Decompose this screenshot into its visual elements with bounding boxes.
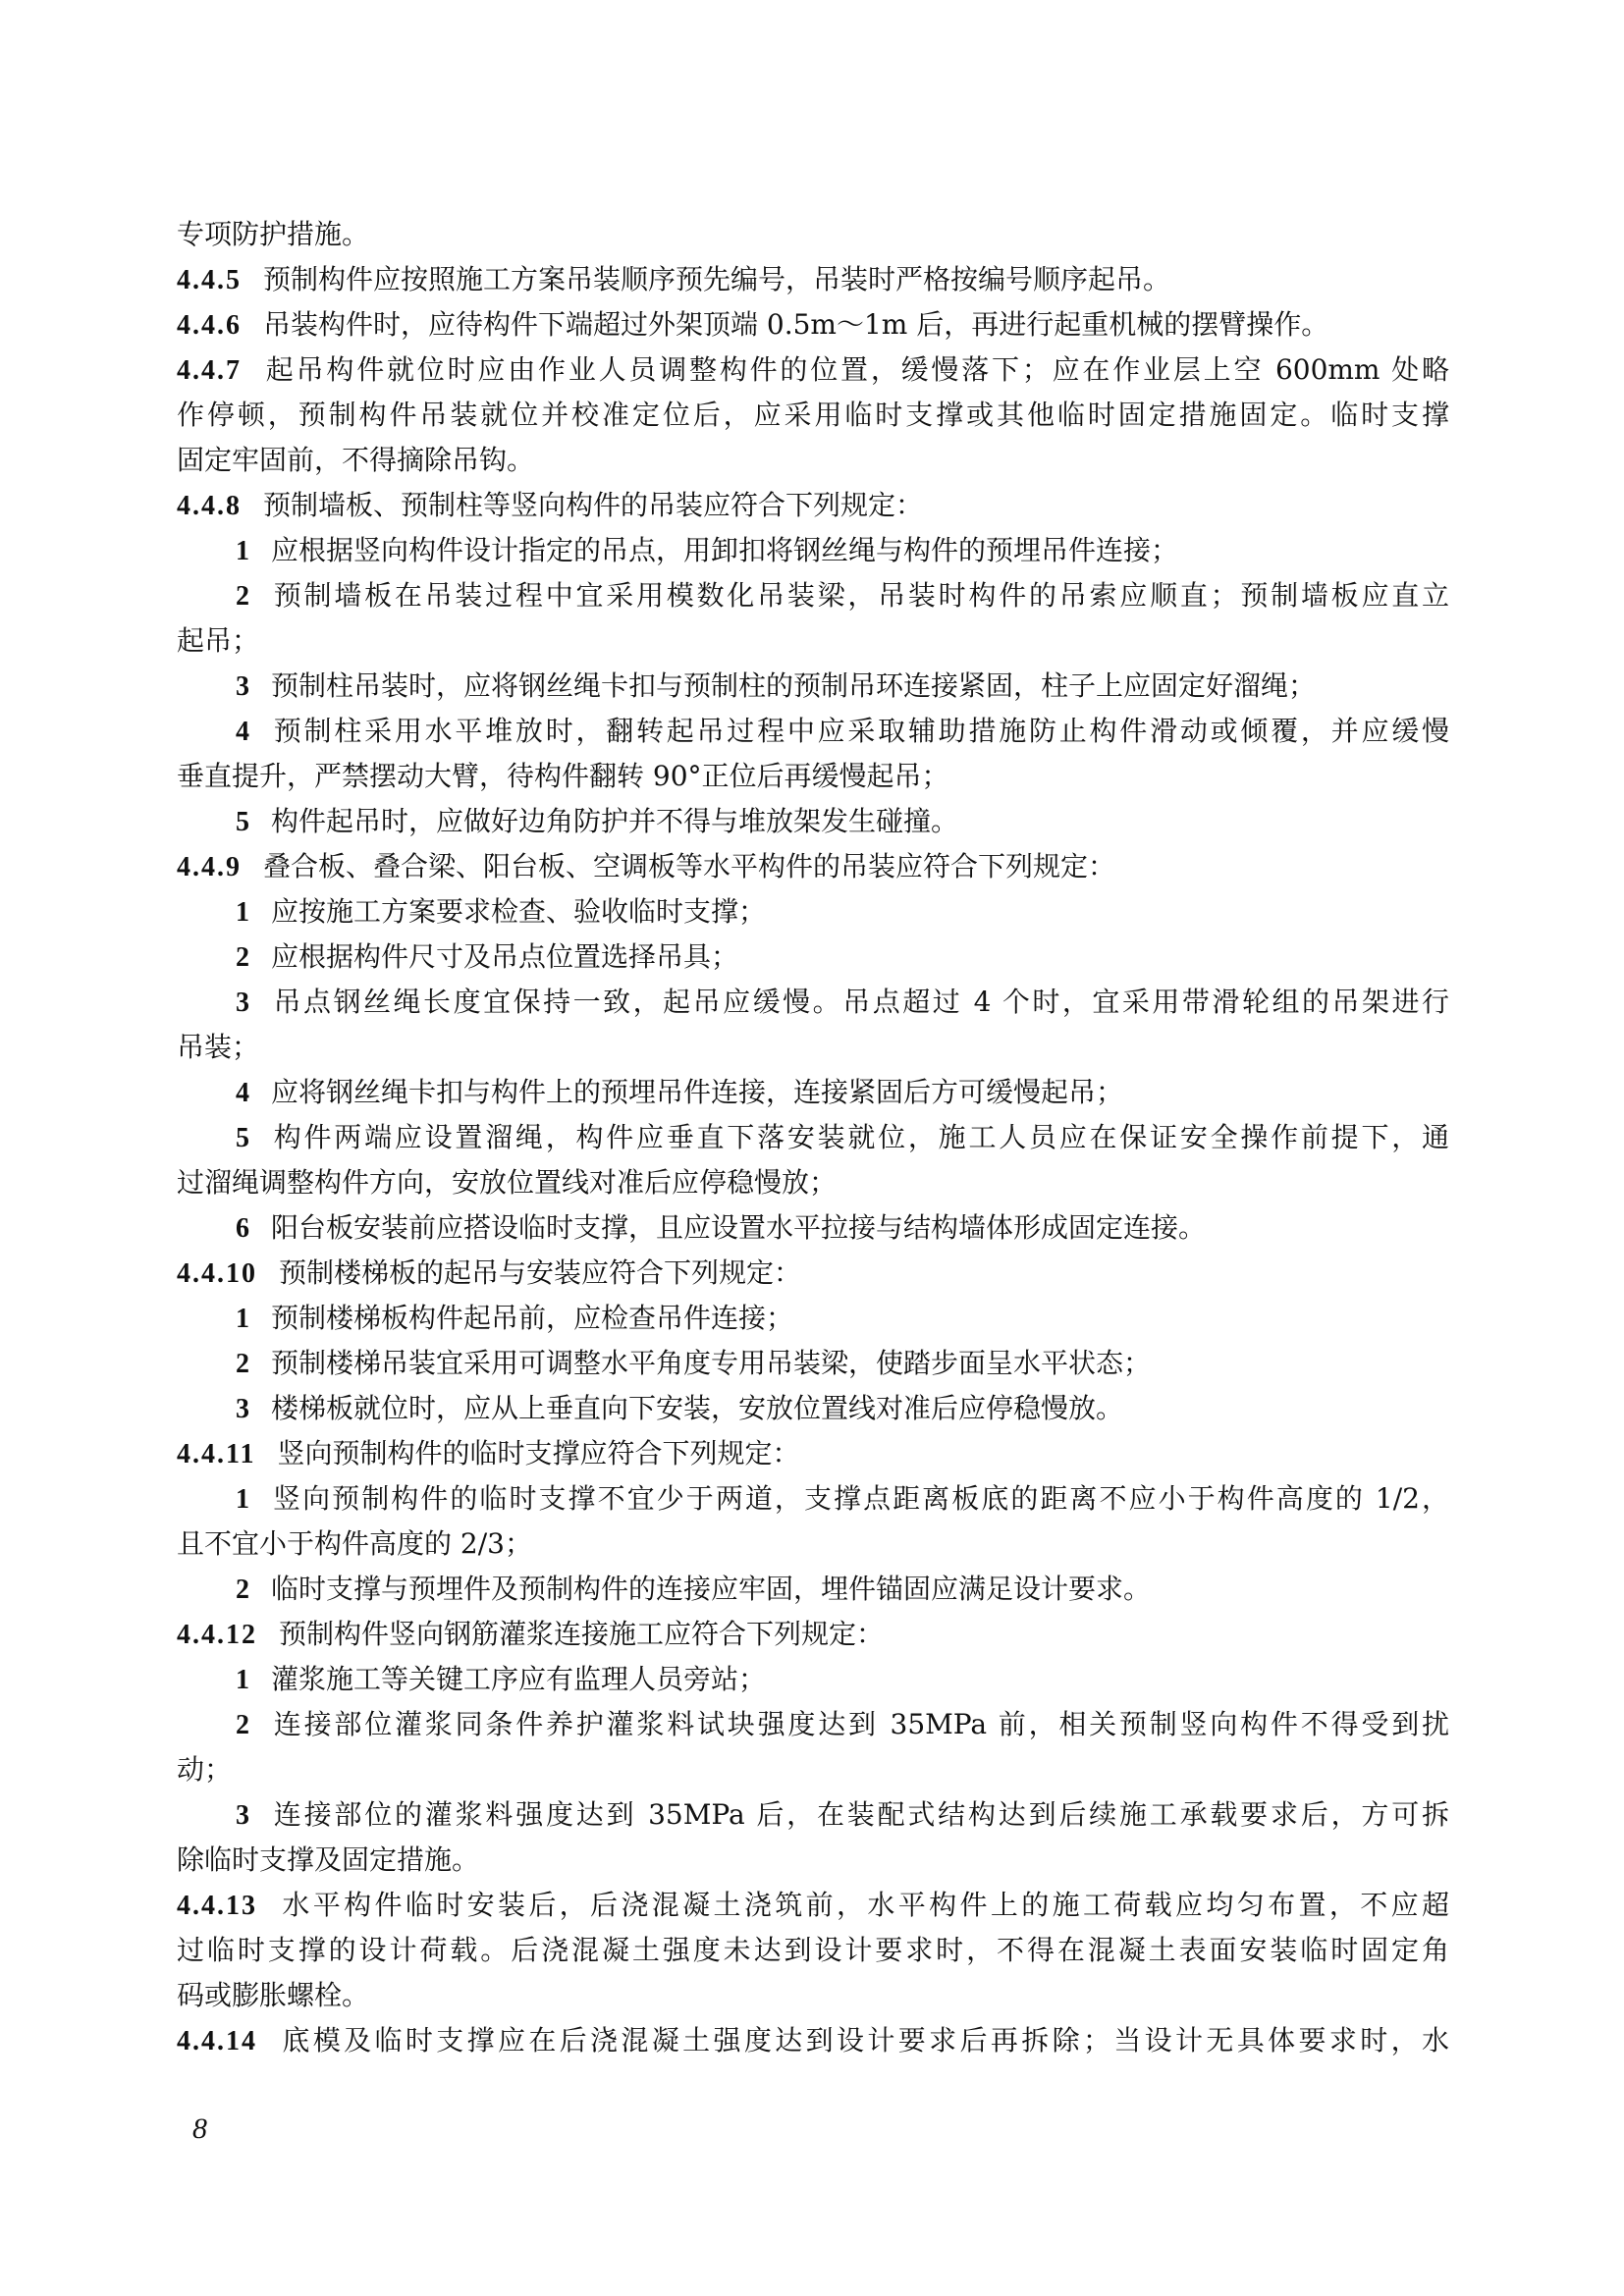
line-text: 阳台板安装前应搭设临时支撑，且应设置水平拉接与结构墙体形成固定连接。 <box>271 1211 1207 1244</box>
item-number: 1 <box>236 1484 249 1515</box>
text-line <box>177 980 1449 1025</box>
document-body <box>177 212 1449 2063</box>
text-line <box>177 1567 1449 1612</box>
item-number: 1 <box>236 1304 249 1334</box>
line-text: 动； <box>177 1753 233 1786</box>
text-line <box>177 1160 1449 1205</box>
text-line <box>177 573 1449 618</box>
item-number: 1 <box>236 536 249 566</box>
text-line <box>177 483 1449 528</box>
line-text: 底模及临时支撑应在后浇混凝土强度达到设计要求后再拆除；当设计无具体要求时，水 <box>279 2024 1449 2056</box>
line-text: 过溜绳调整构件方向，安放位置线对准后应停稳慢放； <box>177 1166 838 1199</box>
clause-number: 4.4.12 <box>177 1620 257 1650</box>
text-line <box>177 664 1449 709</box>
item-number: 4 <box>236 717 249 747</box>
line-text: 预制构件应按照施工方案吊装顺序预先编号，吊装时严格按编号顺序起吊。 <box>263 263 1171 295</box>
text-line <box>177 618 1449 664</box>
line-text: 预制墙板在吊装过程中宜采用模数化吊装梁，吊装时构件的吊索应顺直；预制墙板应直立 <box>271 579 1449 612</box>
line-text: 固定牢固前，不得摘除吊钩。 <box>177 444 535 476</box>
text-line <box>177 2018 1449 2063</box>
line-text: 预制楼梯板构件起吊前，应检查吊件连接； <box>271 1302 794 1334</box>
item-number: 1 <box>236 1665 249 1695</box>
text-line <box>177 1883 1449 1928</box>
line-text: 专项防护措施。 <box>177 218 370 250</box>
line-text: 作停顿，预制构件吊装就位并校准定位后，应采用临时支撑或其他临时固定措施固定。临时支撑 <box>177 399 1449 431</box>
line-text: 预制柱采用水平堆放时，翻转起吊过程中应采取辅助措施防止构件滑动或倾覆，并应缓慢 <box>271 715 1449 747</box>
text-line <box>177 1612 1449 1657</box>
line-text: 且不宜小于构件高度的 2/3； <box>177 1527 532 1560</box>
page-number: 8 <box>192 2112 207 2145</box>
clause-number: 4.4.13 <box>177 1891 257 1921</box>
item-number: 2 <box>236 1575 249 1605</box>
item-number: 5 <box>236 1123 249 1153</box>
text-line <box>177 1341 1449 1386</box>
text-line <box>177 393 1449 438</box>
item-number: 2 <box>236 942 249 973</box>
text-line <box>177 1070 1449 1115</box>
clause-number: 4.4.5 <box>177 265 242 295</box>
line-text: 吊装； <box>177 1031 260 1063</box>
line-text: 吊点钢丝绳长度宜保持一致，起吊应缓慢。吊点超过 4 个时，宜采用带滑轮组的吊架进行 <box>271 986 1449 1018</box>
item-number: 3 <box>236 988 249 1018</box>
text-line <box>177 799 1449 844</box>
line-text: 应根据竖向构件设计指定的吊点，用卸扣将钢丝绳与构件的预埋吊件连接； <box>271 534 1179 566</box>
text-line <box>177 754 1449 799</box>
line-text: 叠合板、叠合梁、阳台板、空调板等水平构件的吊装应符合下列规定： <box>263 850 1116 882</box>
line-text: 起吊； <box>177 624 260 657</box>
item-number: 2 <box>236 1710 249 1740</box>
line-text: 预制楼梯板的起吊与安装应符合下列规定： <box>279 1256 802 1289</box>
text-line <box>177 1476 1449 1522</box>
line-text: 预制构件竖向钢筋灌浆连接施工应符合下列规定： <box>279 1618 885 1650</box>
text-line <box>177 844 1449 889</box>
item-number: 3 <box>236 1394 249 1424</box>
line-text: 灌浆施工等关键工序应有监理人员旁站； <box>271 1663 767 1695</box>
item-number: 3 <box>236 671 249 702</box>
item-number: 3 <box>236 1800 249 1831</box>
line-text: 预制墙板、预制柱等竖向构件的吊装应符合下列规定： <box>263 489 924 521</box>
text-line <box>177 1386 1449 1431</box>
clause-number: 4.4.14 <box>177 2026 257 2056</box>
text-line <box>177 1296 1449 1341</box>
line-text: 吊装构件时，应待构件下端超过外架顶端 0.5m～1m 后，再进行起重机械的摆臂操作。 <box>263 308 1329 341</box>
text-line <box>177 438 1449 483</box>
text-line <box>177 1702 1449 1747</box>
line-text: 连接部位的灌浆料强度达到 35MPa 后，在装配式结构达到后续施工承载要求后，方可拆 <box>271 1798 1449 1831</box>
line-text: 预制柱吊装时，应将钢丝绳卡扣与预制柱的预制吊环连接紧固，柱子上应固定好溜绳； <box>271 669 1317 702</box>
line-text: 连接部位灌浆同条件养护灌浆料试块强度达到 35MPa 前，相关预制竖向构件不得受到扰 <box>271 1708 1449 1740</box>
text-line <box>177 1251 1449 1296</box>
item-number: 1 <box>236 897 249 928</box>
text-line <box>177 1838 1449 1883</box>
text-line <box>177 1205 1449 1251</box>
text-line <box>177 1928 1449 1973</box>
text-line <box>177 1657 1449 1702</box>
text-line <box>177 1792 1449 1838</box>
item-number: 4 <box>236 1078 249 1108</box>
text-line <box>177 889 1449 934</box>
clause-number: 4.4.8 <box>177 491 242 521</box>
line-text: 过临时支撑的设计荷载。后浇混凝土强度未达到设计要求时，不得在混凝土表面安装临时固定角 <box>177 1934 1449 1966</box>
item-number: 5 <box>236 807 249 837</box>
line-text: 水平构件临时安装后，后浇混凝土浇筑前，水平构件上的施工荷载应均匀布置，不应超 <box>279 1889 1449 1921</box>
line-text: 除临时支撑及固定措施。 <box>177 1843 480 1876</box>
text-line <box>177 347 1449 393</box>
line-text: 楼梯板就位时，应从上垂直向下安装，安放位置线对准后应停稳慢放。 <box>271 1392 1124 1424</box>
text-line <box>177 1431 1449 1476</box>
line-text: 应根据构件尺寸及吊点位置选择吊具； <box>271 940 739 973</box>
line-text: 垂直提升，严禁摆动大臂，待构件翻转 90°正位后再缓慢起吊； <box>177 760 949 792</box>
line-text: 码或膨胀螺栓。 <box>177 1979 370 2011</box>
line-text: 应将钢丝绳卡扣与构件上的预埋吊件连接，连接紧固后方可缓慢起吊； <box>271 1076 1124 1108</box>
line-text: 临时支撑与预埋件及预制构件的连接应牢固，埋件锚固应满足设计要求。 <box>271 1573 1152 1605</box>
text-line <box>177 709 1449 754</box>
text-line <box>177 1747 1449 1792</box>
line-text: 竖向预制构件的临时支撑应符合下列规定： <box>277 1437 800 1469</box>
text-line <box>177 257 1449 302</box>
text-line <box>177 1025 1449 1070</box>
text-line <box>177 212 1449 257</box>
clause-number: 4.4.6 <box>177 310 242 341</box>
line-text: 构件两端应设置溜绳，构件应垂直下落安装就位，施工人员应在保证安全操作前提下，通 <box>271 1121 1449 1153</box>
text-line <box>177 1115 1449 1160</box>
text-line <box>177 934 1449 980</box>
line-text: 应按施工方案要求检查、验收临时支撑； <box>271 895 767 928</box>
item-number: 2 <box>236 581 249 612</box>
clause-number: 4.4.7 <box>177 355 242 386</box>
line-text: 竖向预制构件的临时支撑不宜少于两道，支撑点距离板底的距离不应小于构件高度的 1/2， <box>271 1482 1449 1515</box>
line-text: 构件起吊时，应做好边角防护并不得与堆放架发生碰撞。 <box>271 805 959 837</box>
text-line <box>177 302 1449 347</box>
item-number: 6 <box>236 1213 249 1244</box>
text-line <box>177 528 1449 573</box>
clause-number: 4.4.11 <box>177 1439 256 1469</box>
line-text: 起吊构件就位时应由作业人员调整构件的位置，缓慢落下；应在作业层上空 600mm 处略 <box>263 353 1449 386</box>
line-text: 预制楼梯吊装宜采用可调整水平角度专用吊装梁，使踏步面呈水平状态； <box>271 1347 1152 1379</box>
text-line <box>177 1522 1449 1567</box>
item-number: 2 <box>236 1349 249 1379</box>
clause-number: 4.4.9 <box>177 852 242 882</box>
text-line <box>177 1973 1449 2018</box>
clause-number: 4.4.10 <box>177 1258 257 1289</box>
